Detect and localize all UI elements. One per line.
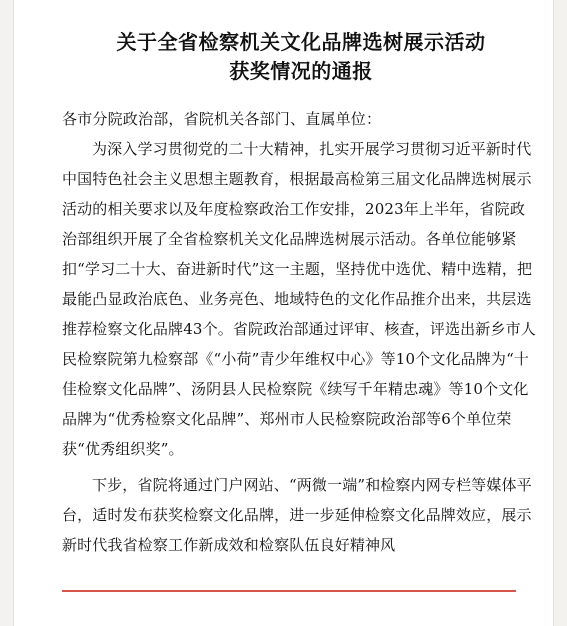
body-paragraph-1: 为深入学习贯彻党的二十大精神，扎实开展学习贯彻习近平新时代中国特色社会主义思想主题教育，根据最高检第三届文化品牌选树展示活动的相关要求以及年度检察政治工作安排，2023年上半年，省院政治部组织开展了全省检察机关文化品牌选树展示活动。各单位能够紧扣“学习二十大、奋进新时代”这一主题，坚持优中选优、精中选精，把最能凸显政治底色、业务亮色、地域特色的文化作品推介出来，共层选推荐检察文化品牌43个。省院政治部通过评审、核查，评选出新乡市人民检察院第九检察部《“小荷”青少年维权中心》等10个文化品牌为“十佳检察文化品牌”、汤阴县人民检察院《续写千年精忠魂》等10个文化品牌为“优秀检察文化品牌”、郑州市人民检察院政治部等6个单位荣获“优秀组织奖”。	[62, 140, 536, 458]
document-content	[62, 28, 540, 560]
document-title	[62, 28, 540, 86]
document-page	[14, 0, 553, 626]
body-paragraph-2: 下步，省院将通过门户网站、“两微一端”和检察内网专栏等媒体平台，适时发布获奖检察文化品牌，进一步延伸检察文化品牌效应，展示新时代我省检察工作新成效和检察队伍良好精神风	[62, 476, 532, 554]
recipient-line: 各市分院政治部，省院机关各部门、直属单位：	[62, 110, 382, 128]
title-line-1: 关于全省检察机关文化品牌选树展示活动	[116, 30, 486, 54]
red-underline	[62, 590, 516, 592]
title-line-2: 获奖情况的通报	[229, 59, 373, 83]
